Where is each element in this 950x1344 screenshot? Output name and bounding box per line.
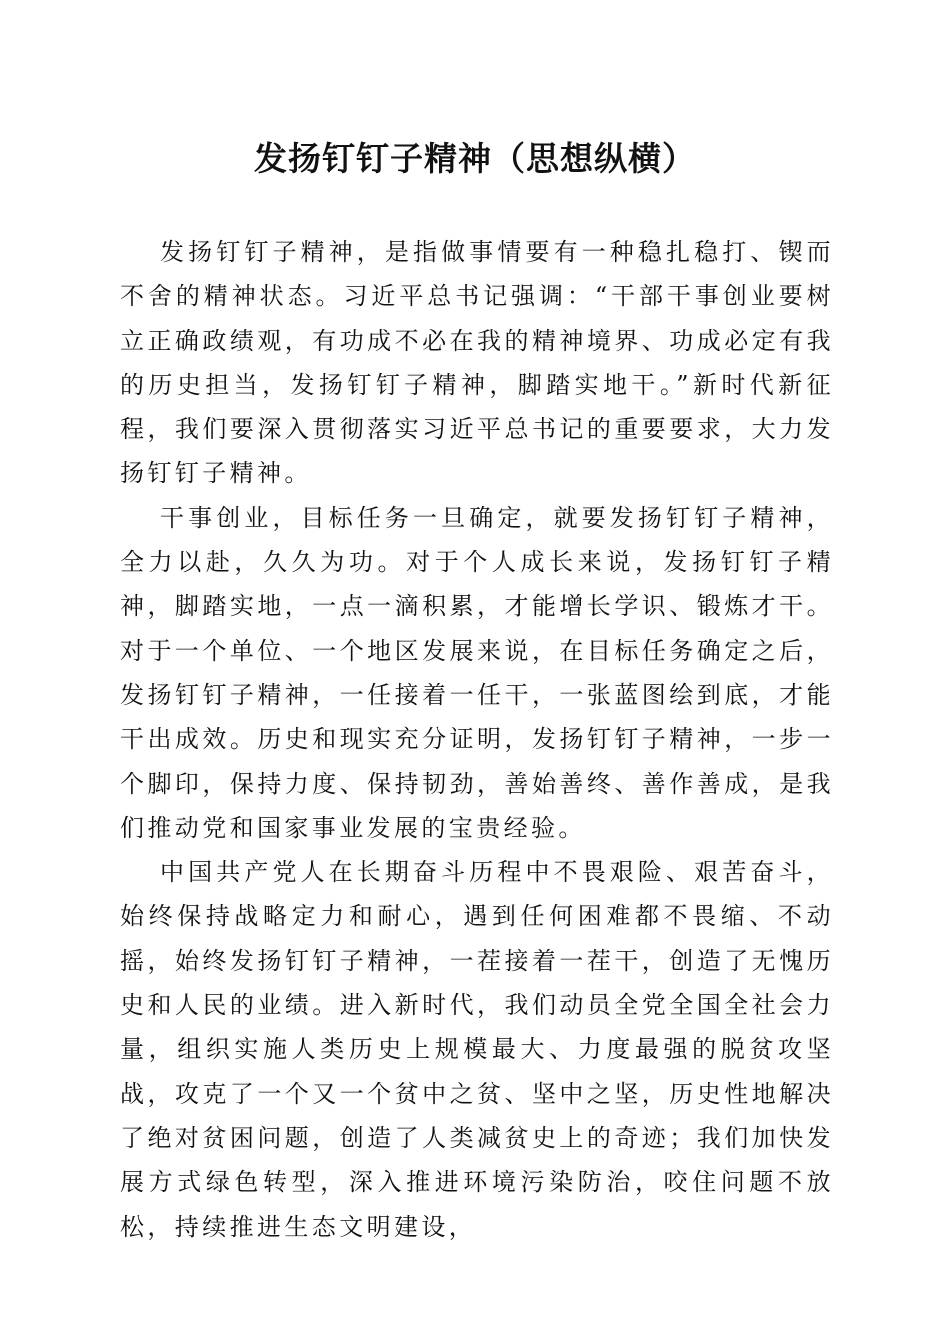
paragraph-2: 干事创业，目标任务一旦确定，就要发扬钉钉子精神，全力以赴，久久为功。对于个人成长来说，发扬钉钉子精神，脚踏实地，一点一滴积累，才能增长学识、锻炼才干。对于一个单位、一个地区发展来说，在目标任务确定之后，发扬钉钉子精神，一任接着一任干，一张蓝图绘到底，才能干出成效。历史和现实充分证明，发扬钉钉子精神，一步一个脚印，保持力度、保持韧劲，善始善终、善作善成，是我们推动党和国家事业发展的宝贵经验。 (120, 503, 834, 842)
article-body (120, 230, 834, 1249)
paragraph-1: 发扬钉钉子精神，是指做事情要有一种稳扎稳打、锲而不舍的精神状态。习近平总书记强调：“干部干事创业要树立正确政绩观，有功成不必在我的精神境界、功成必定有我的历史担当，发扬钉钉子精神，脚踏实地干。”新时代新征程，我们要深入贯彻落实习近平总书记的重要要求，大力发扬钉钉子精神。 (120, 238, 834, 488)
document-title: 发扬钉钉子精神（思想纵横） (254, 139, 696, 178)
paragraph-3: 中国共产党人在长期奋斗历程中不畏艰险、艰苦奋斗，始终保持战略定力和耐心，遇到任何困难都不畏缩、不动摇，始终发扬钉钉子精神，一茬接着一茬干，创造了无愧历史和人民的业绩。进入新时代，我们动员全党全国全社会力量，组织实施人类历史上规模最大、力度最强的脱贫攻坚战，攻克了一个又一个贫中之贫、坚中之坚，历史性地解决了绝对贫困问题，创造了人类减贫史上的奇迹；我们加快发展方式绿色转型，深入推进环境污染防治，咬住问题不放松，持续推进生态文明建设， (120, 858, 834, 1241)
